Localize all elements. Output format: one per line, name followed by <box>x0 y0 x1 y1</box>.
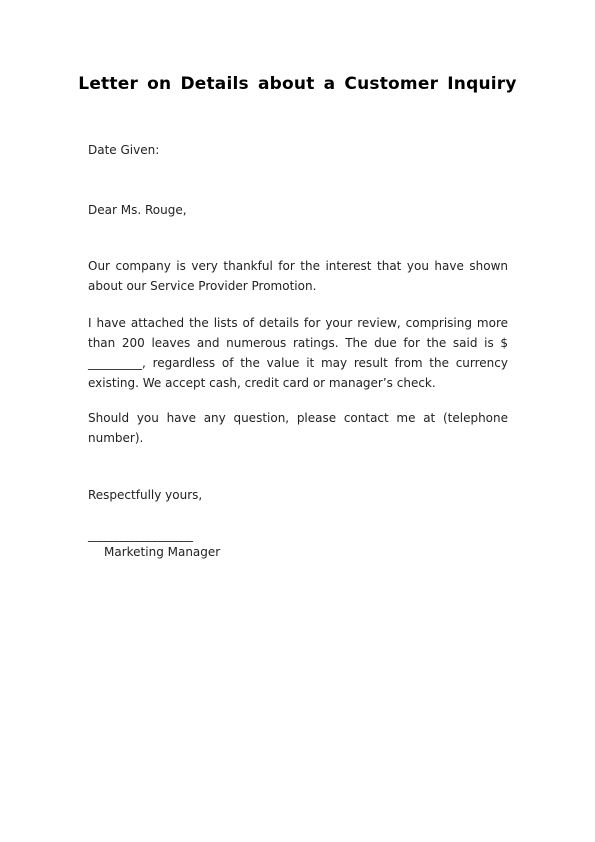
salutation: Dear Ms. Rouge, <box>88 203 187 217</box>
body-paragraph-1: Our company is very thankful for the interest that you have shown about our Service Provider Promotion. <box>88 259 508 293</box>
body-paragraph-3: Should you have any question, please contact me at (telephone number). <box>88 411 508 445</box>
signature-title: Marketing Manager <box>104 545 221 559</box>
letter-title: Letter on Details about a Customer Inquiry <box>78 74 517 94</box>
signature-line: ___________________ <box>88 528 193 542</box>
closing: Respectfully yours, <box>88 488 203 502</box>
body-paragraph-2: I have attached the lists of details for your review, comprising more than 200 leaves and numerous ratings. The due for the said is $ _________, regardless of the value it may result from the currency existing. We accept cash, credit card or manager’s check. <box>88 316 508 390</box>
date-label: Date Given: <box>88 143 160 157</box>
